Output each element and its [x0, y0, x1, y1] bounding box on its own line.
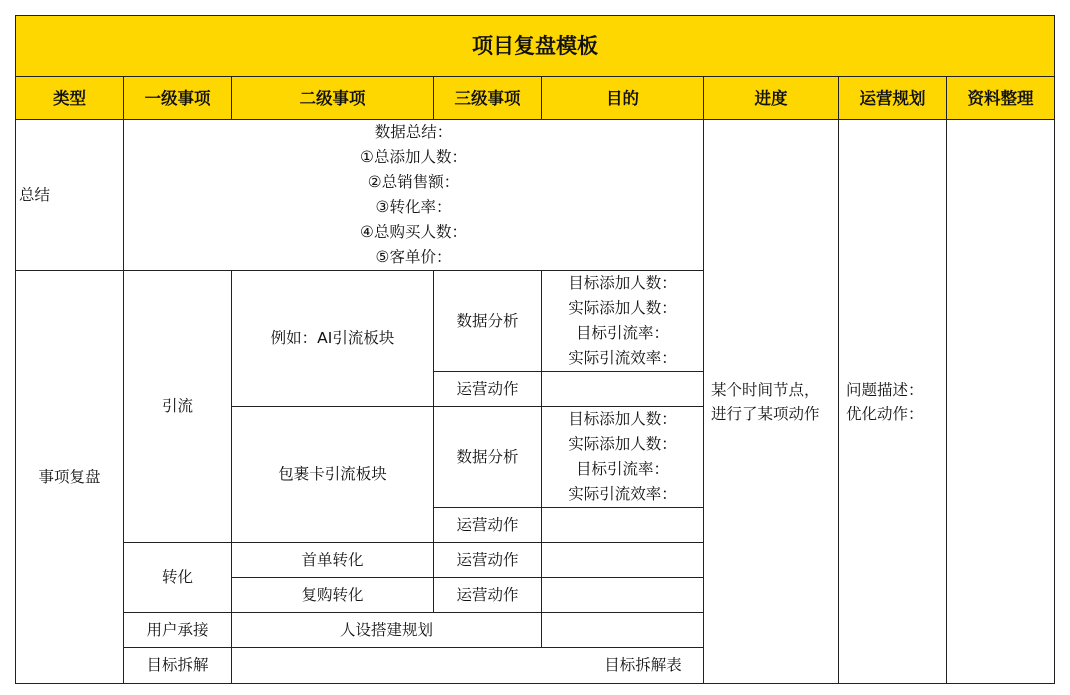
package-operation-action-cell: 运营动作	[434, 508, 542, 543]
summary-line: ③转化率：	[375, 198, 452, 216]
package-data-analysis-cell: 数据分析	[434, 407, 542, 508]
metric-line: 目标添加人数：	[568, 410, 677, 428]
ai-operation-action-cell: 运营动作	[434, 372, 542, 407]
project-review-table	[15, 15, 1055, 684]
user-level1-cell: 用户承接	[124, 613, 232, 648]
metric-line: 实际引流效率：	[568, 485, 677, 503]
summary-line: ④总购买人数：	[360, 223, 467, 241]
metric-line: 目标添加人数：	[568, 274, 677, 292]
header-type: 类型	[16, 77, 124, 120]
plan-line: 问题描述：	[846, 380, 924, 399]
header-progress: 进度	[704, 77, 839, 120]
header-materials: 资料整理	[947, 77, 1055, 120]
summary-line: 数据总结：	[374, 123, 453, 141]
empty-cell	[542, 508, 704, 543]
review-type-cell: 事项复盘	[16, 271, 124, 684]
traffic-level1-cell: 引流	[124, 271, 232, 543]
plan-line: 优化动作：	[846, 404, 924, 423]
ai-metrics-cell	[542, 271, 704, 372]
breakdown-type-cell: 目标拆解	[124, 648, 232, 684]
metric-line: 实际引流效率：	[568, 349, 677, 367]
header-level2: 二级事项	[232, 77, 434, 120]
header-operation-plan: 运营规划	[839, 77, 947, 120]
metric-line: 目标引流率：	[575, 460, 669, 478]
persona-plan-cell: 人设搭建规划	[232, 613, 542, 648]
progress-line: 进行了某项动作	[711, 404, 820, 423]
materials-cell	[947, 120, 1055, 684]
summary-content-cell	[124, 120, 704, 271]
ai-traffic-block-cell: 例如：AI引流板块	[232, 271, 434, 407]
breakdown-content-cell: 目标拆解表	[232, 648, 1055, 684]
progress-line: 某个时间节点，	[711, 380, 820, 399]
title-row	[16, 16, 1055, 77]
first-order-conversion-cell: 首单转化	[232, 543, 434, 578]
ai-data-analysis-cell: 数据分析	[434, 271, 542, 372]
package-card-block-cell: 包裹卡引流板块	[232, 407, 434, 543]
package-metrics-cell	[542, 407, 704, 508]
summary-line: ②总销售额：	[367, 173, 460, 191]
metric-line: 实际添加人数：	[568, 435, 677, 453]
empty-cell	[542, 372, 704, 407]
table-title: 项目复盘模板	[16, 16, 1055, 77]
repeat-conversion-cell: 复购转化	[232, 578, 434, 613]
breakdown-row	[16, 648, 1055, 684]
empty-cell	[542, 543, 704, 578]
empty-cell	[542, 613, 704, 648]
empty-cell	[542, 578, 704, 613]
progress-cell	[704, 120, 839, 684]
conversion-level1-cell: 转化	[124, 543, 232, 613]
metric-line: 目标引流率：	[575, 324, 669, 342]
header-level3: 三级事项	[434, 77, 542, 120]
first-order-action-cell: 运营动作	[434, 543, 542, 578]
operation-plan-cell	[839, 120, 947, 684]
header-level1: 一级事项	[124, 77, 232, 120]
header-purpose: 目的	[542, 77, 704, 120]
summary-line: ⑤客单价：	[375, 248, 452, 266]
metric-line: 实际添加人数：	[568, 299, 677, 317]
summary-type-cell: 总结	[16, 120, 124, 271]
header-row	[16, 77, 1055, 120]
repeat-action-cell: 运营动作	[434, 578, 542, 613]
summary-row	[16, 120, 1055, 271]
summary-line: ①总添加人数：	[360, 148, 467, 166]
